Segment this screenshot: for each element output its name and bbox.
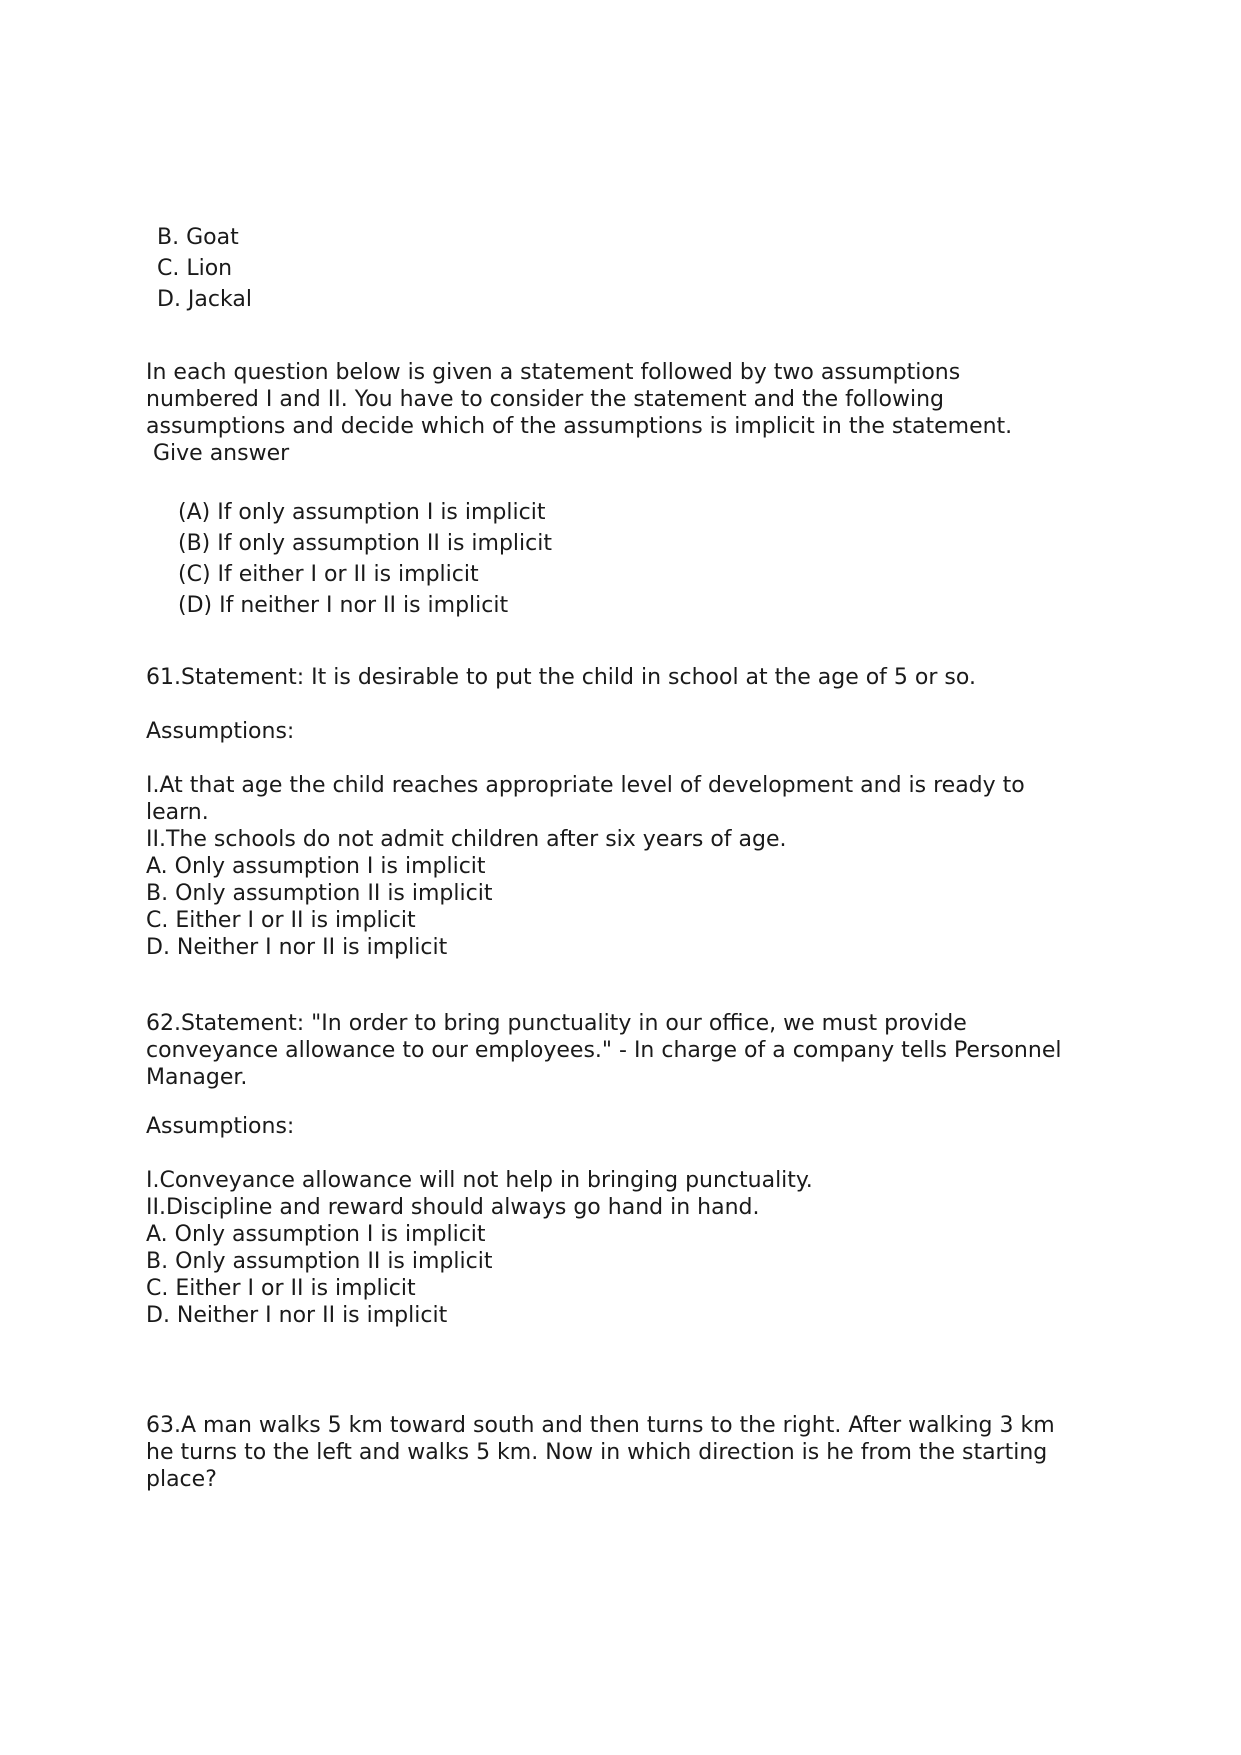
choice-b: B. Only assumption II is implicit [146,881,493,906]
question-62-body [146,1167,1106,1329]
statement-line: 62.Statement: "In order to bring punctuality in our office, we must provide [146,1011,967,1036]
assumption-line: II.The schools do not admit children after six years of age. [146,827,787,852]
question-62-statement [146,1010,1106,1091]
answer-key-list [178,497,1138,621]
question-line: place? [146,1467,217,1492]
choice-b: B. Only assumption II is implicit [146,1249,493,1274]
choice-c: C. Either I or II is implicit [146,908,416,933]
answer-key-a: (A) If only assumption I is implicit [178,500,546,525]
question-line: he turns to the left and walks 5 km. Now in which direction is he from the starting [146,1440,1048,1465]
option-b: B. Goat [157,225,239,250]
instructions-line: In each question below is given a statement followed by two assumptions [146,360,961,385]
choice-d: D. Neither I nor II is implicit [146,935,448,960]
choice-a: A. Only assumption I is implicit [146,1222,486,1247]
question-62-assumptions-label: Assumptions: [146,1114,295,1139]
answer-key-c: (C) If either I or II is implicit [178,562,479,587]
question-63 [146,1412,1106,1493]
choice-c: C. Either I or II is implicit [146,1276,416,1301]
option-d: D. Jackal [157,287,252,312]
option-c: C. Lion [157,256,233,281]
assumption-line: I.At that age the child reaches appropriate level of development and is ready to [146,773,1025,798]
answer-key-d: (D) If neither I nor II is implicit [178,593,509,618]
choice-d: D. Neither I nor II is implicit [146,1303,448,1328]
statement-line: conveyance allowance to our employees." - In charge of a company tells Personnel [146,1038,1062,1063]
answer-key-b: (B) If only assumption II is implicit [178,531,552,556]
instructions-paragraph [146,359,1106,467]
assumption-line: I.Conveyance allowance will not help in bringing punctuality. [146,1168,813,1193]
question-line: 63.A man walks 5 km toward south and then turns to the right. After walking 3 km [146,1413,1055,1438]
question-61-statement: 61.Statement: It is desirable to put the child in school at the age of 5 or so. [146,665,976,690]
instructions-line: assumptions and decide which of the assumptions is implicit in the statement. [146,414,1013,439]
instructions-line: Give answer [146,441,290,466]
choice-a: A. Only assumption I is implicit [146,854,486,879]
question-61-body [146,772,1106,961]
assumption-line: II.Discipline and reward should always go hand in hand. [146,1195,760,1220]
instructions-line: numbered I and II. You have to consider the statement and the following [146,387,945,412]
assumption-line: learn. [146,800,209,825]
previous-question-options [157,222,1117,315]
statement-line: Manager. [146,1065,248,1090]
question-61-assumptions-label: Assumptions: [146,719,295,744]
